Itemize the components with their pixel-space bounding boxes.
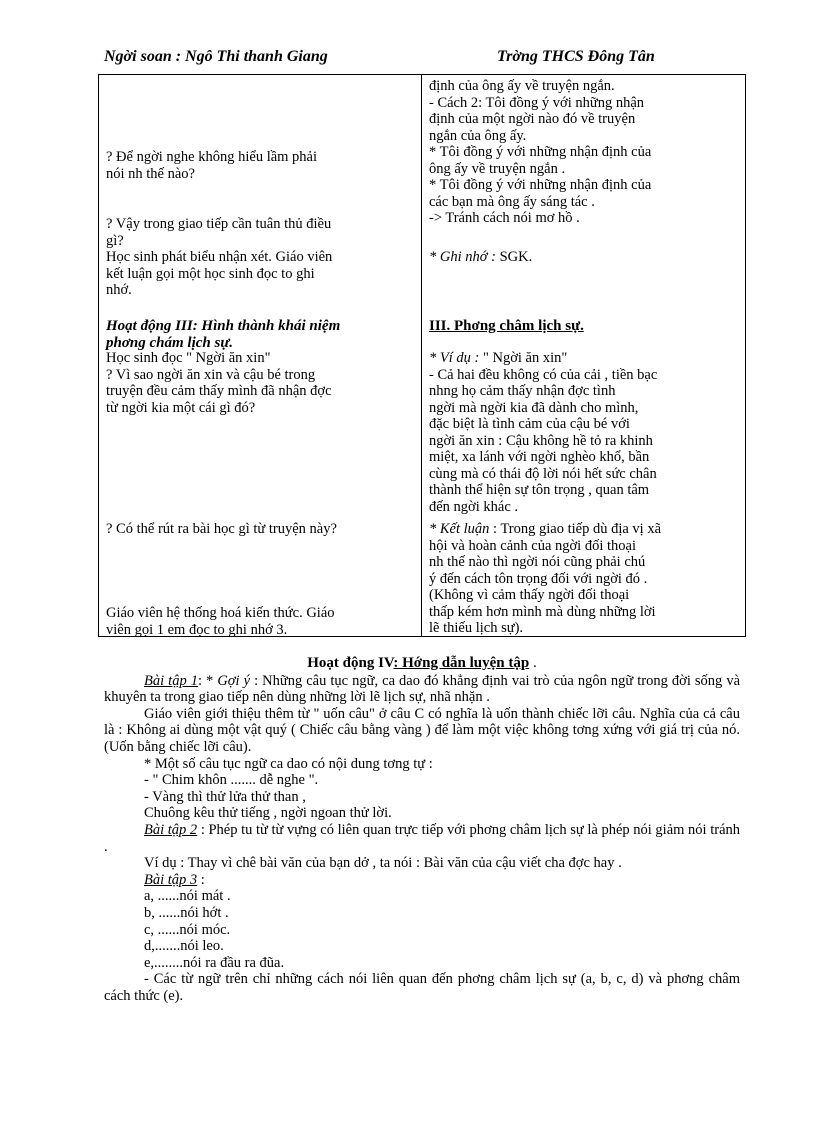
text-line: truyện đều cảm thấy mình đã nhận đợc xyxy=(106,383,332,399)
text-part: : * xyxy=(197,672,218,689)
text-line: - Cách 2: Tôi đồng ý với những nhận xyxy=(429,94,645,111)
text-line: kết luận gọi một học sinh đọc to ghi xyxy=(106,265,315,282)
list-item: d,.......nói leo. xyxy=(144,938,224,955)
section-4-title xyxy=(104,655,740,672)
vi-du-label: * Ví dụ : xyxy=(429,350,480,366)
column-divider xyxy=(421,75,422,636)
list-item: b, ......nói hớt . xyxy=(144,904,229,921)
text-line: (Không vì cảm thấy ngời đối thoại xyxy=(429,587,630,603)
ghi-nho-text: SGK. xyxy=(495,249,533,265)
text-line: ? Vậy trong giao tiếp cần tuân thủ điều xyxy=(106,216,332,232)
text-line: phơng chám lịch sự. xyxy=(106,334,234,351)
text-line: viên gọi 1 em đọc to ghi nhớ 3. xyxy=(106,621,288,638)
text-line: gì? xyxy=(106,232,124,249)
list-item: e,........nói ra đầu ra đũa. xyxy=(144,954,285,971)
bai-tap-3 xyxy=(104,872,740,889)
text-line: định của một ngời nào đó về truyện xyxy=(429,111,636,127)
right-top-block xyxy=(429,78,739,227)
text-line: -> Tránh cách nói mơ hồ . xyxy=(429,210,580,226)
bai-tap-3-label: Bài tập 3 xyxy=(144,871,198,888)
text-line: ngắn của ông ấy. xyxy=(429,127,527,144)
text-line: miệt, xa lánh với ngời nghèo khổ, bần xyxy=(429,449,650,465)
text-line: ý đến cách tôn trọng đối với ngời đó . xyxy=(429,570,648,587)
text-line: lẽ thiếu lịch sự). xyxy=(429,620,524,636)
text-line: - Cả hai đều không có của cải , tiền bạc xyxy=(429,366,658,383)
header-author: Ngời soan : Ngô Thi thanh Giang xyxy=(104,48,328,65)
text-line: từ ngời kia một cái gì đó? xyxy=(106,399,256,416)
left-question-2 xyxy=(106,216,411,299)
bai-tap-2 xyxy=(104,822,740,855)
text-part: : Những câu tục ngữ, ca dao đó khẳng định vai trò của ngôn ngữ trong đời sống và khuyên ta trong giao tiếp nên dùng những lời lẽ lịch sự, nhã nhặn . xyxy=(104,672,741,706)
text-line: ngời mà ngời kia đã dành cho mình, xyxy=(429,399,639,416)
text-line: ? Vì sao ngời ăn xin và cậu bé trong xyxy=(106,366,316,383)
text-line: nói nh thế nào? xyxy=(106,165,195,182)
example-paragraph: Ví dụ : Thay vì chê bài văn của bạn dở , ta nói : Bài văn của cậu viết cha đợc hay . xyxy=(144,855,622,872)
text-line: cùng mà có thái độ lời nói hết sức chân xyxy=(429,465,657,482)
teacher-note-paragraph: Giáo viên giới thiệu thêm từ " uốn câu" ở câu C có nghĩa là uốn thành chiếc lỡi câu. Nghĩa của cả câu là : Không ai dùng một vật quý ( Chiếc câu bằng vàng ) để làm một việc không tơng xứng với giá trị của nó. (Uốn bằng chiếc lỡi câu). xyxy=(104,705,740,755)
text-line: Học sinh đọc " Ngời ăn xin" xyxy=(106,350,271,366)
page-header xyxy=(104,48,704,70)
text-line: Học sinh phát biểu nhận xét. Giáo viên xyxy=(106,249,333,265)
bai-tap-1-label: Bài tập 1 xyxy=(144,672,198,689)
text-line: ngời ăn xin : Cậu không hề tỏ ra khinh xyxy=(429,432,653,449)
text-line: đến ngời khác . xyxy=(429,498,519,515)
left-question-4: ? Có thể rút ra bài học gì từ truyện này? xyxy=(106,521,337,537)
text-line: các bạn mà ông ấy sáng tác . xyxy=(429,193,595,210)
left-read-and-question-3 xyxy=(106,350,411,416)
text-line: nhng họ cảm thấy nhận đợc tình xyxy=(429,383,616,399)
text-line: ông ấy về truyện ngắn . xyxy=(429,160,566,177)
text-line: nh thế nào thì ngời nói cũng phải chú xyxy=(429,554,646,570)
text-line: thấp kém hơn mình mà dùng những lời xyxy=(429,603,656,620)
text-line: ? Để ngời nghe không hiểu lầm phải xyxy=(106,149,318,165)
header-school: Trờng THCS Đông Tân xyxy=(497,48,655,65)
text-line: Giáo viên hệ thống hoá kiến thức. Giáo xyxy=(106,605,335,621)
ghi-nho-label: * Ghi nhớ : xyxy=(429,249,496,265)
text-part: : xyxy=(197,871,205,888)
list-item: a, ......nói mát . xyxy=(144,888,231,905)
bai-tap-1 xyxy=(104,673,740,706)
title-underlined: : Hớng dẫn luyện tập xyxy=(393,655,530,671)
right-conclusion-block xyxy=(429,521,739,637)
text-line: * Tôi đồng ý với những nhận định của xyxy=(429,144,652,160)
text-line: thành thể hiện sự tôn trọng , quan tâm xyxy=(429,482,650,498)
text-line: Hoạt động III: Hình thành khái niệm xyxy=(106,318,341,334)
title-part: Hoạt động IV xyxy=(307,655,394,671)
text-line: đặc biệt là tình cảm của cậu bé với xyxy=(429,416,630,432)
text-line: * Tôi đồng ý với những nhận định của xyxy=(429,177,652,193)
left-question-1 xyxy=(106,149,411,182)
text-line: hội và hoàn cảnh của ngời đối thoại xyxy=(429,537,636,554)
text-line: * Một số câu tục ngữ ca dao có nội dung tơng tự : xyxy=(144,755,433,772)
right-ghi-nho xyxy=(429,249,739,266)
text-line: định của ông ấy về truyện ngắn. xyxy=(429,78,615,94)
left-hoat-dong-3 xyxy=(106,318,411,351)
text-part: : Phép tu từ từ vựng có liên quan trực tiếp với phơng châm lịch sự là phép nói giảm nói tránh . xyxy=(104,821,741,855)
section-4-body xyxy=(104,655,740,1004)
bai-tap-2-label: Bài tập 2 xyxy=(144,821,198,838)
closing-paragraph: - Các từ ngữ trên chỉ những cách nói liên quan đến phơng châm lịch sự (a, b, c, d) và phơng châm cách thức (e). xyxy=(104,971,740,1004)
vi-du-text: " Ngời ăn xin" xyxy=(479,350,568,366)
text-line: : Trong giao tiếp dù địa vị xã xyxy=(489,521,662,537)
lesson-table xyxy=(98,74,746,637)
list-item: c, ......nói móc. xyxy=(144,921,231,938)
left-teacher-summary xyxy=(106,605,411,638)
title-end: . xyxy=(529,655,537,671)
text-line: nhớ. xyxy=(106,282,132,298)
goi-y-label: Gợi ý xyxy=(217,672,251,689)
right-section-3-title: III. Phơng châm lịch sự. xyxy=(429,318,584,334)
right-example-block xyxy=(429,350,739,515)
ket-luan-label: * Kết luận xyxy=(429,521,490,537)
text-line: Chuông kêu thử tiếng , ngời ngoan thử lời. xyxy=(144,805,392,822)
text-line: - Vàng thì thử lửa thử than , xyxy=(144,788,306,805)
text-line: - " Chim khôn ....... dễ nghe ". xyxy=(144,772,319,789)
